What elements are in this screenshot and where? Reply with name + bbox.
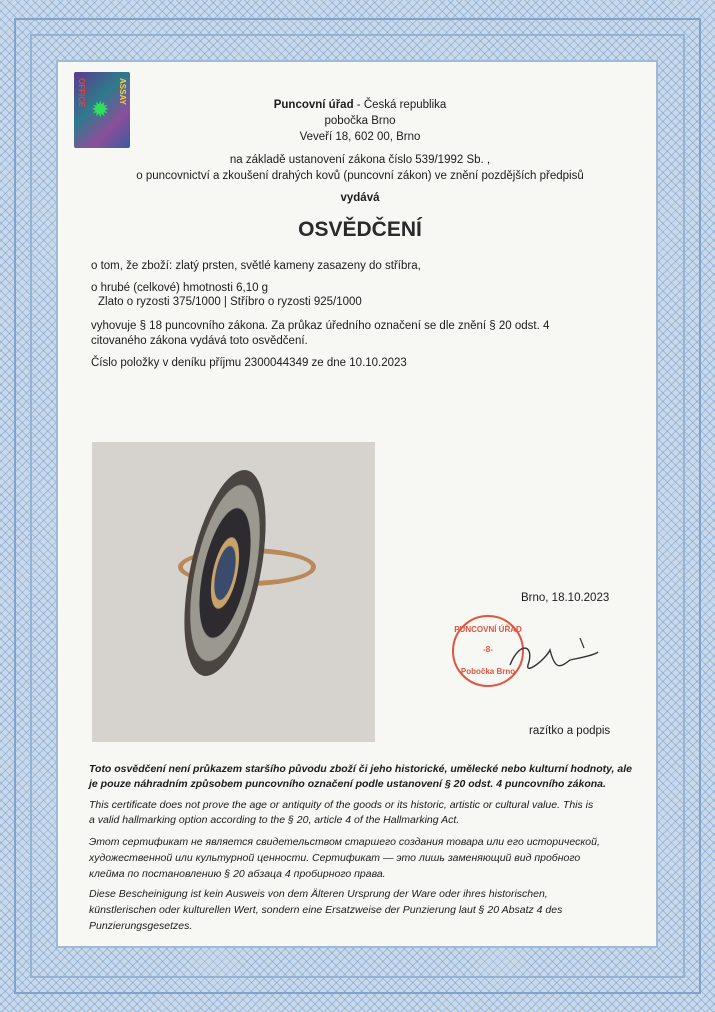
hologram-text-left: OFFICE — [77, 78, 86, 108]
disclaimer-en-line1: This certificate does not prove the age or antiquity of the goods or its historic, artistic or cultural value. This is — [89, 799, 594, 811]
item-number: Číslo položky v deníku příjmu 2300044349 ze dne 10.10.2023 — [91, 357, 407, 369]
disclaimer-ru-line3: клейма по постановлению § 20 абзаца 4 пробирного права. — [89, 868, 386, 880]
law-reference-line2: o puncovnictví a zkoušení drahých kovů (puncovní zákon) ve znění pozdějších předpisů — [136, 170, 584, 182]
disclaimer-cz-line2: je pouze náhradním způsobem puncovního označení podle ustanovení § 20 odst. 4 puncovního zákona. — [89, 778, 606, 790]
official-signature — [500, 630, 600, 680]
certificate-title: OSVĚDČENÍ — [298, 218, 422, 241]
star-icon: ✹ — [91, 97, 110, 122]
disclaimer-ru-line1: Этот сертификат не является свидетельством старшего создания товара или его исторической, — [89, 836, 600, 848]
stamp-middle-text: -8- — [483, 645, 493, 654]
stamp-bottom-text: Pobočka Brno — [460, 667, 516, 676]
stamp-signature-label: razítko a podpis — [529, 725, 611, 737]
stamp-top-text: PUNCOVNÍ ÚŘAD — [454, 625, 522, 634]
disclaimer-en-line2: a valid hallmarking option according to the § 20, article 4 of the Hallmarking Act. — [89, 814, 460, 826]
issuer-office: Puncovní úřad - Česká republika — [273, 99, 447, 111]
disclaimer-de-line3: Punzierungsgesetzes. — [89, 920, 193, 932]
goods-description: o tom, že zboží: zlatý prsten, světlé kameny zasazeny do stříbra, — [91, 260, 421, 272]
metal-fineness: Zlato o ryzosti 375/1000 | Stříbro o ryzosti 925/1000 — [98, 296, 362, 308]
compliance-line1: vyhovuje § 18 puncovního zákona. Za průkaz úředního označení se dle znění § 20 odst. 4 — [91, 320, 550, 332]
disclaimer-de-line2: künstlerischen oder kulturellen Wert, sondern eine Ersatzweise der Punzierung laut § 20 Absatz 4 des — [89, 904, 563, 916]
issuer-branch: pobočka Brno — [324, 115, 396, 127]
issues-label: vydává — [340, 192, 380, 204]
gross-weight: o hrubé (celkové) hmotnosti 6,10 g — [91, 282, 269, 294]
assay-office-hologram — [74, 72, 130, 148]
disclaimer-cz-line1: Toto osvědčení není průkazem staršího původu zboží či jeho historické, umělecké nebo kulturní hodnoty, ale — [89, 763, 632, 775]
disclaimer-de-line1: Diese Bescheinigung ist kein Ausweis von dem Älteren Ursprung der Ware oder ihres historischen, — [89, 888, 548, 900]
law-reference-line1: na základě ustanovení zákona číslo 539/1992 Sb. , — [229, 154, 491, 166]
hologram-text-right: ASSAY — [118, 78, 127, 105]
compliance-line2: citovaného zákona vydává toto osvědčení. — [91, 335, 308, 347]
disclaimer-ru-line2: художественной или культурной ценности. Сертификат — это лишь заменяющий вид пробного — [89, 852, 581, 864]
issuer-address: Veveří 18, 602 00, Brno — [299, 131, 421, 143]
place-and-date: Brno, 18.10.2023 — [521, 592, 610, 604]
